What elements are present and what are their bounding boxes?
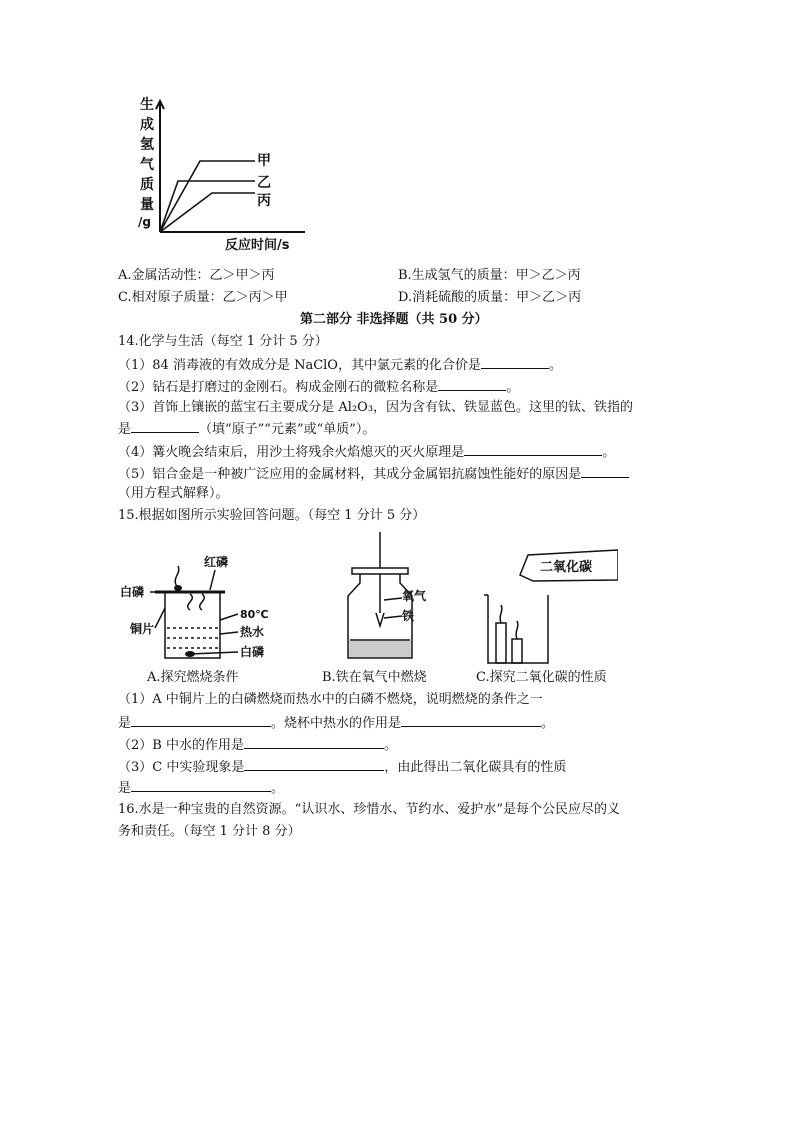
- graph-yunit: /g: [138, 215, 151, 229]
- label-iron: 铁: [402, 609, 415, 623]
- figure-a-combustion: [120, 548, 280, 666]
- q15-line1b: 是 。烧杯中热水的作用是 。: [118, 716, 555, 731]
- figure-c-co2: [478, 545, 618, 667]
- part2-title: 第二部分 非选择题（共 50 分）: [300, 312, 488, 327]
- q13-option-c: C.相对原子质量：乙＞丙＞甲: [118, 290, 288, 305]
- q16-line2: 务和责任。（每空 1 分计 8 分）: [118, 824, 301, 839]
- label-temperature: 80℃: [240, 608, 269, 621]
- answer-blank[interactable]: [131, 714, 271, 727]
- figure-b-iron-oxygen: [340, 528, 440, 668]
- graph-ylabel-char: 气: [140, 157, 154, 173]
- q13-option-b: B.生成氢气的质量：甲＞乙＞丙: [398, 268, 581, 283]
- caption-b: B.铁在氧气中燃烧: [322, 670, 427, 685]
- answer-blank[interactable]: [481, 356, 549, 369]
- curve-bing: [160, 193, 255, 232]
- graph-ylabel-char: 氢: [140, 137, 154, 153]
- q14-line1: （1）84 消毒液的有效成分是 NaClO，其中氯元素的化合价是 。: [118, 358, 562, 373]
- answer-blank[interactable]: [438, 378, 506, 391]
- q15-line1a: （1）A 中铜片上的白磷燃烧而热水中的白磷不燃烧，说明燃烧的条件之一: [118, 692, 543, 707]
- q14-line5a: （5）铝合金是一种被广泛应用的金属材料，其成分金属铝抗腐蚀性能好的原因是: [118, 465, 629, 483]
- label-white-phosphorus-water: 白磷: [240, 645, 265, 659]
- answer-blank[interactable]: [401, 714, 541, 727]
- q14-line2: （2）钻石是打磨过的金刚石。构成金刚石的微粒名称是 。: [118, 380, 520, 395]
- label-copper-sheet: 铜片: [130, 622, 155, 636]
- q13-option-a: A.金属活动性：乙＞甲＞丙: [118, 268, 275, 283]
- graph-ylabel-char: 成: [140, 117, 154, 133]
- label-white-phosphorus: 白磷: [120, 585, 145, 599]
- answer-blank[interactable]: [244, 736, 384, 749]
- answer-blank[interactable]: [581, 465, 629, 478]
- series-label-yi: 乙: [257, 175, 271, 191]
- label-co2: 二氧化碳: [540, 560, 593, 575]
- q13-option-d: D.消耗硫酸的质量：甲＞乙＞丙: [398, 290, 582, 305]
- graph-ylabel-char: 质: [140, 177, 154, 193]
- q14-line3b: 是 （填“原子”“元素”或“单质”）。: [118, 422, 376, 437]
- graph-xlabel: 反应时间/s: [225, 238, 290, 253]
- q15-line3: （3）C 中实验现象是 ，由此得出二氧化碳具有的性质: [118, 760, 567, 775]
- q14-title: 14.化学与生活（每空 1 分计 5 分）: [118, 334, 328, 349]
- graph-ylabel-char: 生: [140, 97, 154, 113]
- series-label-jia: 甲: [257, 153, 271, 169]
- answer-blank[interactable]: [131, 779, 271, 792]
- q14-line5b: （用方程式解释）。: [118, 486, 229, 501]
- label-hot-water: 热水: [240, 625, 265, 639]
- label-oxygen: 氧气: [402, 589, 427, 603]
- answer-blank[interactable]: [464, 443, 602, 456]
- label-red-phosphorus: 红磷: [204, 555, 229, 569]
- q16-line1: 16.水是一种宝贵的自然资源。“认识水、珍惜水、节约水、爱护水”是每个公民应尽的义: [118, 802, 620, 817]
- q14-line3a: （3）首饰上镶嵌的蓝宝石主要成分是 Al₂O₃，因为含有钛、铁显蓝色。这里的钛、铁指的: [118, 400, 634, 415]
- caption-a: A.探究燃烧条件: [147, 670, 239, 685]
- q15-line2: （2）B 中水的作用是 。: [118, 738, 397, 753]
- q15-line3b: 是 。: [118, 781, 285, 796]
- answer-blank[interactable]: [131, 420, 199, 433]
- caption-c: C.探究二氧化碳的性质: [476, 670, 607, 685]
- hydrogen-mass-graph: [130, 95, 310, 255]
- q15-title: 15.根据如图所示实验回答问题。（每空 1 分计 5 分）: [118, 508, 426, 523]
- graph-ylabel-char: 量: [140, 197, 154, 213]
- series-label-bing: 丙: [257, 193, 271, 209]
- q14-line4: （4）篝火晚会结束后，用沙土将残余火焰熄灭的灭火原理是 。: [118, 445, 616, 460]
- answer-blank[interactable]: [244, 758, 384, 771]
